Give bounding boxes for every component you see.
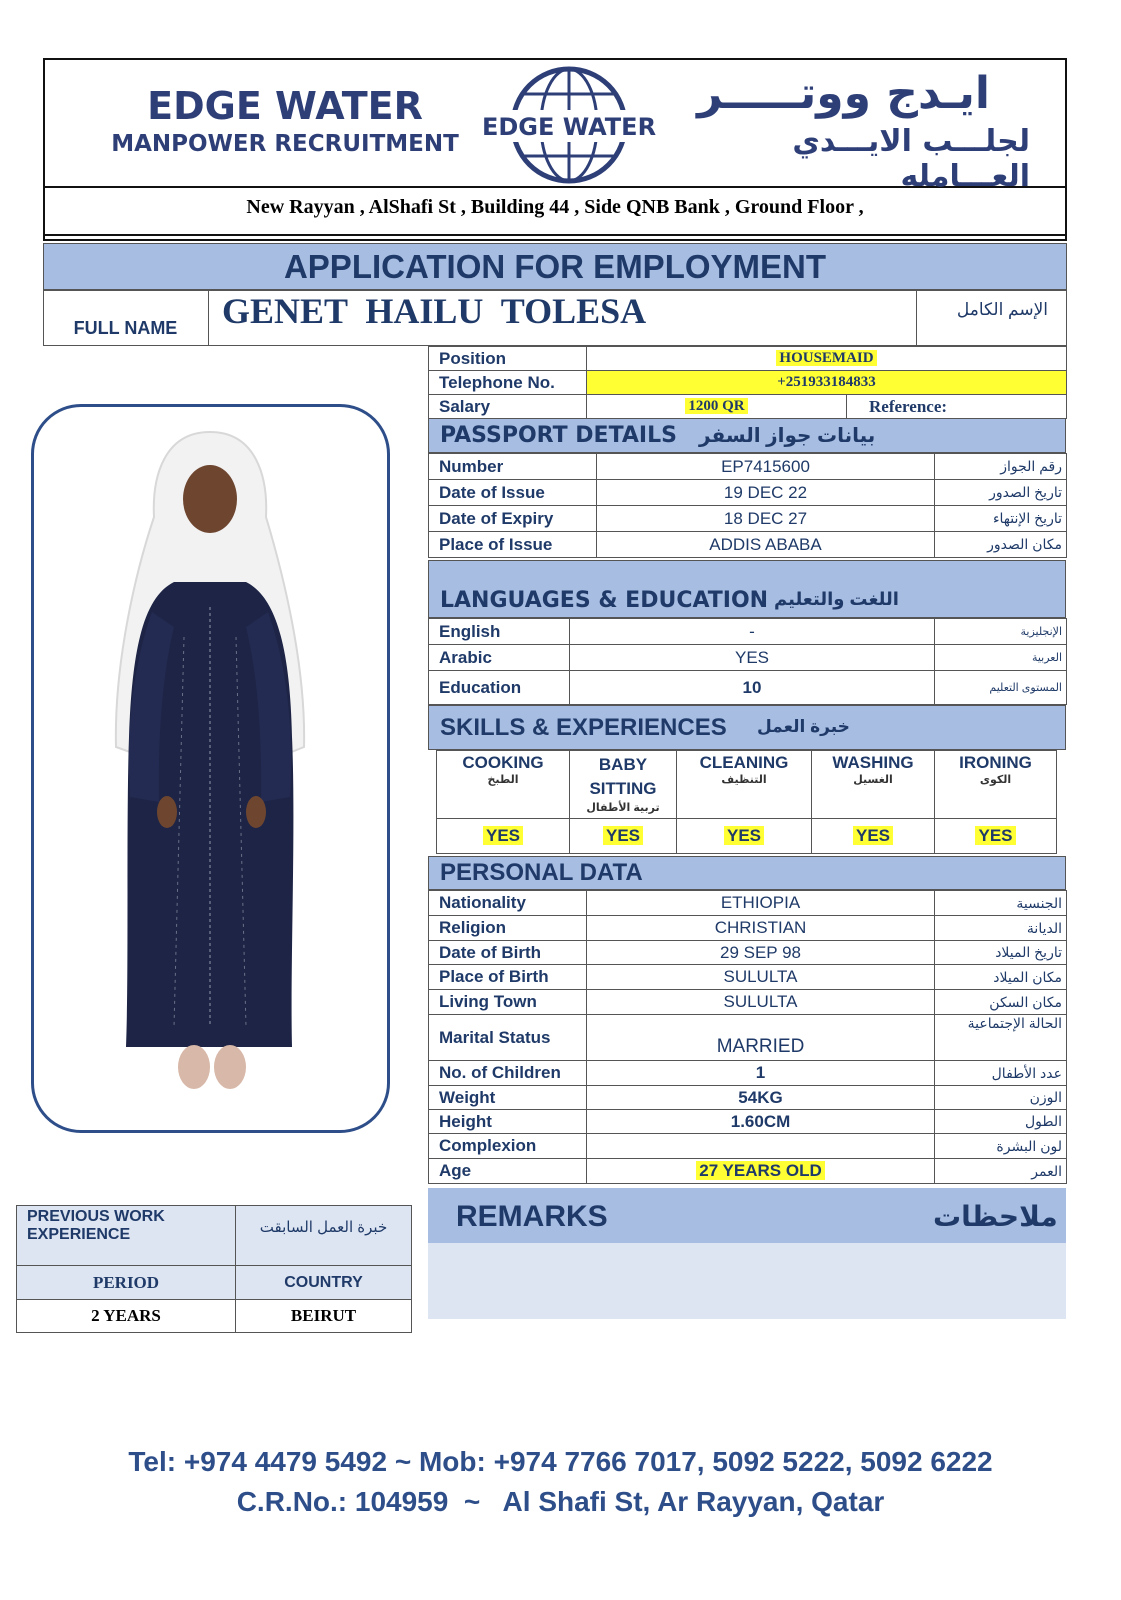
passport-label-ar: رقم الجواز (935, 454, 1067, 480)
skill-name: COOKING (462, 753, 544, 772)
passport-label: Date of Expiry (429, 506, 597, 532)
personal-value: 54KG (587, 1086, 935, 1110)
personal-label-ar: مكان الميلاد (935, 965, 1067, 990)
personal-label-ar: لون البشرة (935, 1134, 1067, 1159)
skill-cooking (437, 751, 570, 819)
photo-frame (31, 404, 390, 1133)
passport-value: ADDIS ABABA (597, 532, 935, 558)
passport-title-ar: بيانات جواز السفر (699, 425, 876, 447)
personal-label: Living Town (429, 990, 587, 1015)
personal-label-ar: الديانة (935, 916, 1067, 941)
passport-label: Date of Issue (429, 480, 597, 506)
company-subtitle-en: MANPOWER RECRUITMENT (111, 131, 459, 157)
skill-name: IRONING (959, 753, 1032, 772)
position-cell (587, 347, 1067, 371)
position-value: HOUSEMAID (776, 350, 876, 366)
logo-text: EDGE WATER (481, 113, 657, 141)
language-label: Arabic (429, 645, 570, 671)
personal-value: 29 SEP 98 (587, 941, 935, 965)
divider (208, 290, 209, 346)
company-name-ar: ايـدج ووتـــــر (697, 68, 990, 119)
footer-contact: Tel: +974 4479 5492 ~ Mob: +974 7766 7017, 5092 5222, 5092 6222 (128, 1446, 993, 1477)
passport-title: PASSPORT DETAILS (440, 423, 677, 448)
divider (916, 290, 917, 346)
education-label-ar: المستوى التعليم (935, 671, 1067, 705)
personal-value: SULULTA (587, 965, 935, 990)
form-title: APPLICATION FOR EMPLOYMENT (283, 248, 827, 285)
period-label: PERIOD (17, 1266, 236, 1300)
personal-value: MARRIED (587, 1015, 935, 1061)
position-label: Position (429, 347, 587, 371)
full-name-value: GENET HAILU TOLESA (222, 291, 647, 331)
personal-label: Marital Status (429, 1015, 587, 1061)
personal-value: SULULTA (587, 990, 935, 1015)
skill-value-cell (677, 819, 812, 854)
personal-label: Place of Birth (429, 965, 587, 990)
personal-label: Height (429, 1110, 587, 1134)
salary-label: Salary (429, 395, 587, 419)
applicant-photo (34, 407, 387, 1130)
personal-label-ar: تاريخ الميلاد (935, 941, 1067, 965)
skill-ironing (935, 751, 1057, 819)
language-value: YES (570, 645, 935, 671)
skill-value: YES (975, 826, 1015, 845)
skills-header (428, 705, 1066, 750)
skills-table (436, 750, 1057, 854)
personal-header (428, 856, 1066, 890)
skill-name: WASHING (832, 753, 914, 772)
skill-cleaning (677, 751, 812, 819)
period-value: 2 YEARS (17, 1300, 236, 1333)
language-label-ar: الإنجليزية (935, 619, 1067, 645)
salary-cell (587, 395, 847, 419)
personal-value: 1.60CM (587, 1110, 935, 1134)
telephone-value: +251933184833 (587, 371, 1067, 395)
skill-value-cell (812, 819, 935, 854)
skill-value: YES (853, 826, 893, 845)
passport-label-ar: مكان الصدور (935, 532, 1067, 558)
education-value: 10 (570, 671, 935, 705)
languages-title: LANGUAGES & EDUCATION (440, 588, 769, 613)
personal-value: 27 YEARS OLD (696, 1161, 825, 1180)
skill-baby-sitting (570, 751, 677, 819)
experience-title-ar: خبرة العمل السابقت (236, 1206, 412, 1266)
passport-value: EP7415600 (597, 454, 935, 480)
passport-header (428, 418, 1066, 453)
passport-label: Place of Issue (429, 532, 597, 558)
personal-table (428, 890, 1067, 1184)
full-name-label-ar: الإسم الكامل (956, 300, 1048, 319)
personal-label-ar: العمر (935, 1159, 1067, 1184)
personal-label: Complexion (429, 1134, 587, 1159)
skills-title: SKILLS & EXPERIENCES (440, 714, 727, 741)
company-name-en: EDGE WATER (147, 84, 423, 128)
experience-table (16, 1205, 412, 1333)
passport-label-ar: تاريخ الإنتهاء (935, 506, 1067, 532)
personal-label-ar: عدد الأطفال (935, 1061, 1067, 1086)
personal-title: PERSONAL DATA (440, 859, 643, 886)
personal-label: Weight (429, 1086, 587, 1110)
remarks-title: REMARKS (456, 1200, 608, 1233)
age-cell (587, 1159, 935, 1184)
experience-title: PREVIOUS WORK EXPERIENCE (17, 1206, 236, 1266)
skill-value-cell (437, 819, 570, 854)
personal-label-ar: مكان السكن (935, 990, 1067, 1015)
reference-label: Reference: (847, 395, 1067, 419)
passport-label: Number (429, 454, 597, 480)
job-details-table (428, 346, 1067, 419)
personal-label: No. of Children (429, 1061, 587, 1086)
language-label-ar: العربية (935, 645, 1067, 671)
personal-label-ar: الطول (935, 1110, 1067, 1134)
divider (43, 234, 1067, 236)
remarks-header (428, 1188, 1066, 1243)
passport-value: 18 DEC 27 (597, 506, 935, 532)
telephone-label: Telephone No. (429, 371, 587, 395)
education-label: Education (429, 671, 570, 705)
skill-name-ar: الكوى (979, 774, 1012, 786)
languages-header (428, 560, 1066, 618)
personal-label-ar: الوزن (935, 1086, 1067, 1110)
skill-name-ar: الطبخ (487, 774, 519, 786)
footer-registration: C.R.No.: 104959 ~ Al Shafi St, Ar Rayyan, Qatar (236, 1486, 885, 1517)
skill-value-cell (570, 819, 677, 854)
personal-value: 1 (587, 1061, 935, 1086)
skill-name-ar: الغسيل (853, 774, 893, 786)
company-address: New Rayyan , AlShafi St , Building 44 , Side QNB Bank , Ground Floor , (246, 196, 864, 218)
skill-name: BABY SITTING (589, 755, 657, 798)
form-title-band (43, 243, 1067, 290)
remarks-body (428, 1243, 1066, 1319)
personal-value: CHRISTIAN (587, 916, 935, 941)
company-subtitle-ar: لجلـــب الايـــدي العـــامله (792, 124, 1030, 194)
personal-label: Nationality (429, 891, 587, 916)
skill-value: YES (603, 826, 643, 845)
full-name-label: FULL NAME (73, 318, 178, 338)
personal-value (587, 1134, 935, 1159)
skill-value: YES (724, 826, 764, 845)
language-label: English (429, 619, 570, 645)
passport-table (428, 453, 1067, 558)
languages-title-ar: اللغت والتعليم (774, 589, 899, 609)
skill-name: CLEANING (699, 753, 789, 772)
skill-name-ar: التنظيف (721, 774, 767, 786)
remarks-title-ar: ملاحظات (933, 1201, 1058, 1232)
country-label: COUNTRY (236, 1266, 412, 1300)
personal-label-ar: الجنسية (935, 891, 1067, 916)
passport-label-ar: تاريخ الصدور (935, 480, 1067, 506)
languages-table (428, 618, 1067, 705)
personal-label: Age (429, 1159, 587, 1184)
personal-label-ar: الحالة الإجتماعية (935, 1015, 1067, 1061)
salary-value: 1200 QR (685, 398, 747, 414)
skill-value-cell (935, 819, 1057, 854)
skill-name-ar: تربية الأطفال (586, 802, 660, 814)
skills-title-ar: خبرة العمل (757, 717, 850, 736)
country-value: BEIRUT (236, 1300, 412, 1333)
personal-label: Date of Birth (429, 941, 587, 965)
passport-value: 19 DEC 22 (597, 480, 935, 506)
personal-value: ETHIOPIA (587, 891, 935, 916)
skill-washing (812, 751, 935, 819)
language-value: - (570, 619, 935, 645)
personal-label: Religion (429, 916, 587, 941)
skill-value: YES (483, 826, 523, 845)
